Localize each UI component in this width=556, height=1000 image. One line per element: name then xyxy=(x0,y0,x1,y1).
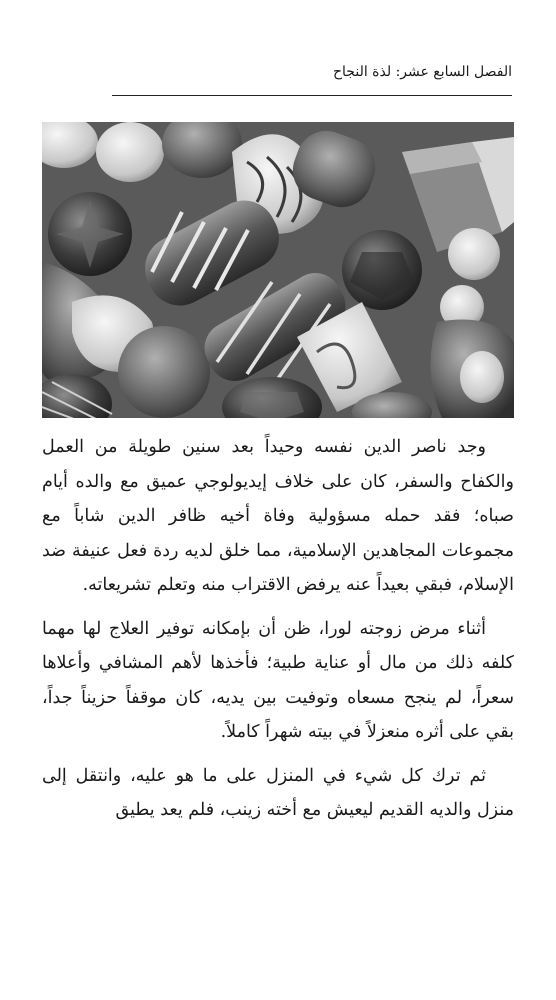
paragraph-3: ثم ترك كل شيء في المنزل على ما هو عليه، وانتقل إلى منزل والديه القديم ليعيش مع أخته زينب، فلم يعد يطيق xyxy=(42,765,514,820)
running-header xyxy=(112,62,512,96)
body-text xyxy=(42,430,514,837)
running-title: الفصل السابع عشر: لذة النجاح xyxy=(333,64,512,80)
paragraph-1: وجد ناصر الدين نفسه وحيداً بعد سنين طويلة من العمل والكفاح والسفر، كان على خلاف إيديولوجي عميق مع والده أيام صباه؛ فقد حمله مسؤولية وفاة أخيه ظافر الدين شاباً مع مجموعات المجاهدين الإسلامية، مما خلق لديه ردة فعل عنيفة ضد الإسلام، فبقي بعيداً عنه يرفض الاقتراب منه وتعلم تشريعاته. xyxy=(42,437,514,595)
chocolates-photo xyxy=(42,122,514,418)
paragraph-2: أثناء مرض زوجته لورا، ظن أن بإمكانه توفير العلاج لها مهما كلفه ذلك من مال أو عناية طبية؛ فأخذها لأهم المشافي وأعلاها سعراً، لم ينجح مسعاه وتوفيت بين يديه، كان موقفاً حزيناً جداً، بقي على أثره منعزلاً في بيته شهراً كاملاً. xyxy=(42,618,514,742)
